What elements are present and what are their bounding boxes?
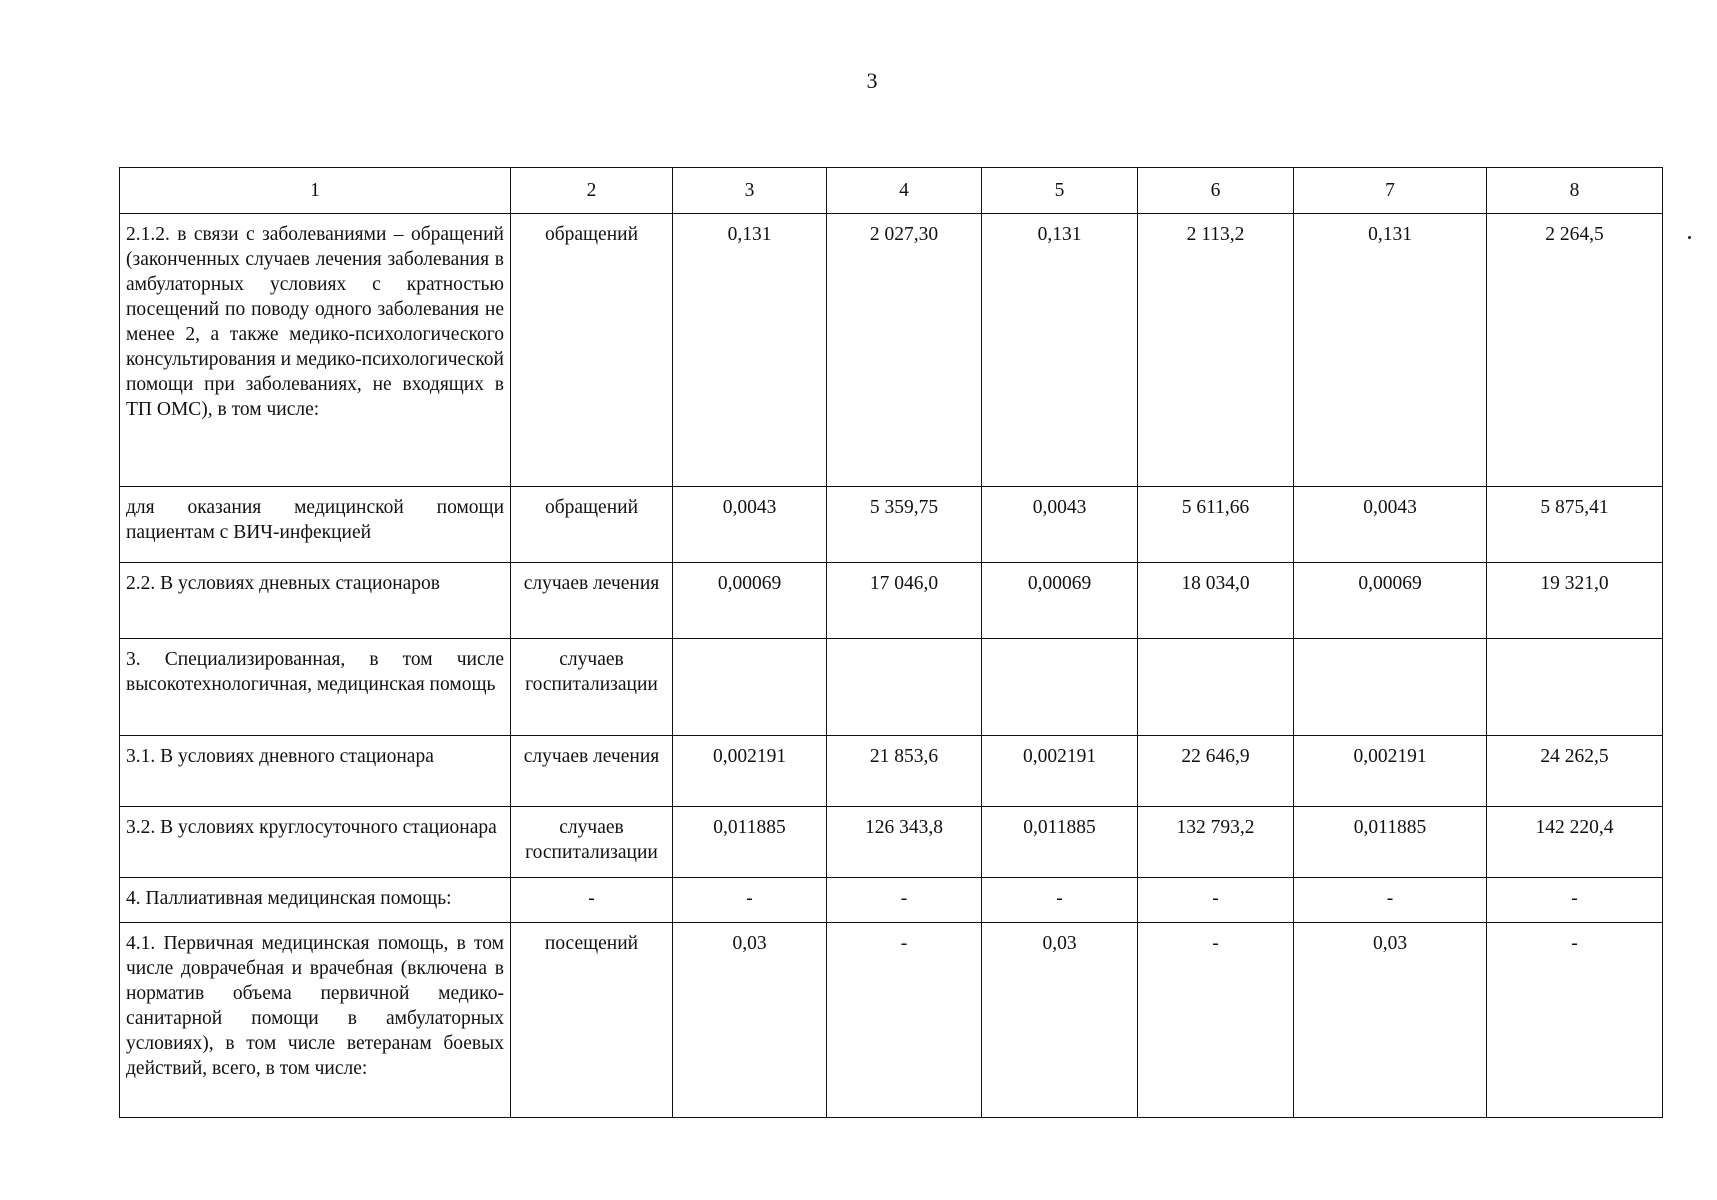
table-cell: 0,03 xyxy=(673,923,827,1118)
table-cell: - xyxy=(1487,878,1663,923)
table-row xyxy=(120,736,1663,807)
row-unit: случаев госпитализации xyxy=(511,807,673,878)
table-cell: 2 027,30 xyxy=(827,214,982,487)
table-cell: 0,011885 xyxy=(673,807,827,878)
row-label: 2.1.2. в связи с заболеваниями – обращений (законченных случаев лечения заболевания в амбулаторных условиях с кратностью посещений по поводу одного заболевания не менее 2, а также медико-психологического консультирования и медико-психологической помощи при заболеваниях, не входящих в ТП ОМС), в том числе: xyxy=(120,214,511,487)
row-unit: - xyxy=(511,878,673,923)
header-cell: 1 xyxy=(120,168,511,214)
table-cell xyxy=(1487,639,1663,736)
table-cell: - xyxy=(1138,878,1294,923)
table-cell: 0,131 xyxy=(673,214,827,487)
table-cell: - xyxy=(1138,923,1294,1118)
row-label: 4. Паллиативная медицинская помощь: xyxy=(120,878,511,923)
table-cell: 24 262,5 xyxy=(1487,736,1663,807)
header-cell: 2 xyxy=(511,168,673,214)
table-cell xyxy=(1138,639,1294,736)
table-row xyxy=(120,214,1663,487)
table-cell: 0,131 xyxy=(982,214,1138,487)
table-row xyxy=(120,487,1663,563)
table-cell xyxy=(827,639,982,736)
row-label: 4.1. Первичная медицинская помощь, в том числе доврачебная и врачебная (включена в норматив объема первичной медико-санитарной помощи в амбулаторных условиях), в том числе ветеранам боевых действий, всего, в том числе: xyxy=(120,923,511,1118)
table-cell xyxy=(1294,639,1487,736)
table-cell: 0,03 xyxy=(982,923,1138,1118)
table-cell: 0,131 xyxy=(1294,214,1487,487)
table-cell: - xyxy=(982,878,1138,923)
table-cell: 0,011885 xyxy=(982,807,1138,878)
header-cell: 7 xyxy=(1294,168,1487,214)
table-cell: - xyxy=(1294,878,1487,923)
table-cell: 132 793,2 xyxy=(1138,807,1294,878)
page-number: 3 xyxy=(866,68,878,93)
table-cell: 5 359,75 xyxy=(827,487,982,563)
table-header-row xyxy=(120,168,1663,214)
table-cell: - xyxy=(827,878,982,923)
row-label: 3.2. В условиях круглосуточного стационара xyxy=(120,807,511,878)
table-cell: 18 034,0 xyxy=(1138,563,1294,639)
table-cell: 0,0043 xyxy=(982,487,1138,563)
header-cell: 3 xyxy=(673,168,827,214)
table-cell: 0,002191 xyxy=(673,736,827,807)
row-unit: случаев лечения xyxy=(511,736,673,807)
norms-table xyxy=(119,167,1663,1118)
table-cell: 5 611,66 xyxy=(1138,487,1294,563)
table-cell: 0,00069 xyxy=(982,563,1138,639)
table-cell: 5 875,41 xyxy=(1487,487,1663,563)
table-cell xyxy=(673,639,827,736)
row-unit: случаев лечения xyxy=(511,563,673,639)
table-cell: 126 343,8 xyxy=(827,807,982,878)
table-row xyxy=(120,923,1663,1118)
table-cell: 22 646,9 xyxy=(1138,736,1294,807)
row-label: 3. Специализированная, в том числе высокотехнологичная, медицинская помощь xyxy=(120,639,511,736)
table-cell xyxy=(982,639,1138,736)
row-unit: посещений xyxy=(511,923,673,1118)
table-cell: - xyxy=(673,878,827,923)
table-cell: - xyxy=(1487,923,1663,1118)
table-cell: - xyxy=(827,923,982,1118)
row-label: 3.1. В условиях дневного стационара xyxy=(120,736,511,807)
table-cell: 142 220,4 xyxy=(1487,807,1663,878)
row-unit: обращений xyxy=(511,214,673,487)
header-cell: 4 xyxy=(827,168,982,214)
table-cell: 0,03 xyxy=(1294,923,1487,1118)
table-cell: 17 046,0 xyxy=(827,563,982,639)
table-cell: 2 113,2 xyxy=(1138,214,1294,487)
row-unit: обращений xyxy=(511,487,673,563)
row-label: для оказания медицинской помощи пациентам с ВИЧ-инфекцией xyxy=(120,487,511,563)
table-cell: 0,0043 xyxy=(673,487,827,563)
table-cell: 19 321,0 xyxy=(1487,563,1663,639)
header-cell: 5 xyxy=(982,168,1138,214)
header-cell: 8 xyxy=(1487,168,1663,214)
table-cell: 0,002191 xyxy=(1294,736,1487,807)
row-label: 2.2. В условиях дневных стационаров xyxy=(120,563,511,639)
table-row xyxy=(120,563,1663,639)
row-unit: случаев госпитализации xyxy=(511,639,673,736)
header-cell: 6 xyxy=(1138,168,1294,214)
table-row xyxy=(120,807,1663,878)
scan-speck xyxy=(1688,236,1691,239)
table-cell: 0,002191 xyxy=(982,736,1138,807)
table-cell: 2 264,5 xyxy=(1487,214,1663,487)
table-cell: 0,00069 xyxy=(1294,563,1487,639)
table-cell: 0,00069 xyxy=(673,563,827,639)
table-cell: 0,0043 xyxy=(1294,487,1487,563)
table-row xyxy=(120,639,1663,736)
table-row xyxy=(120,878,1663,923)
table-cell: 21 853,6 xyxy=(827,736,982,807)
table-cell: 0,011885 xyxy=(1294,807,1487,878)
